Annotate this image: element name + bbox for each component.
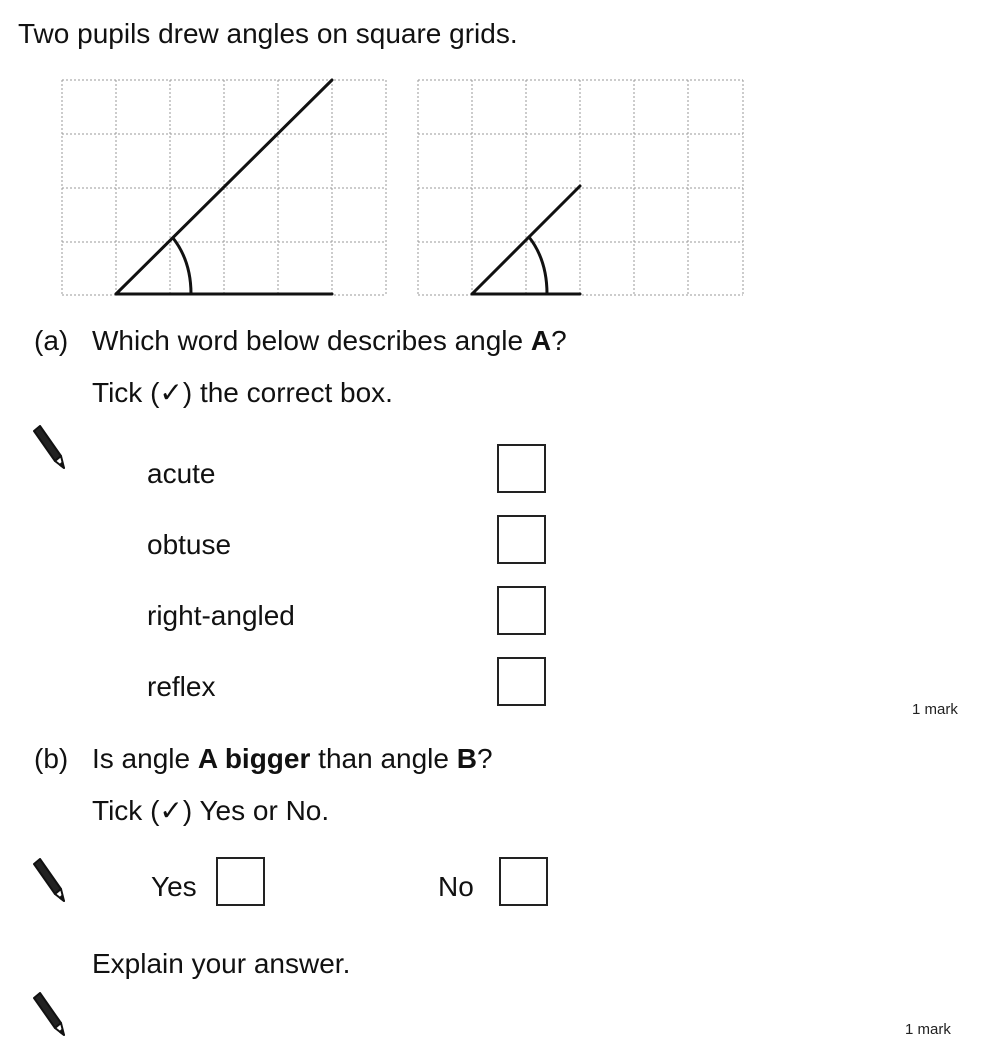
option-acute-label: acute	[147, 458, 216, 489]
part-b-label: (b)	[34, 743, 69, 774]
intro-text: Two pupils drew angles on square grids.	[18, 18, 518, 49]
no-label: No	[438, 871, 474, 902]
part-b-instruction: Tick (✓) Yes or No.	[92, 795, 330, 826]
no-checkbox[interactable]	[499, 857, 548, 906]
angle-b-grid	[416, 78, 746, 298]
pencil-icon	[30, 858, 72, 904]
part-a-label: (a)	[34, 325, 69, 356]
option-right-angled-checkbox[interactable]	[497, 586, 546, 635]
part-a-mark: 1 mark	[912, 701, 958, 718]
part-b-question: Is angle A bigger than angle B?	[92, 743, 493, 774]
option-acute-checkbox[interactable]	[497, 444, 546, 493]
part-b-mark: 1 mark	[905, 1021, 951, 1038]
option-obtuse-label: obtuse	[147, 529, 232, 560]
yes-label: Yes	[151, 871, 197, 902]
option-reflex-checkbox[interactable]	[497, 657, 546, 706]
angle-b-arc	[529, 237, 547, 294]
angle-a-grid	[60, 78, 388, 298]
pencil-icon	[30, 425, 72, 471]
option-right-angled-label: right-angled	[147, 600, 295, 631]
explain-prompt: Explain your answer.	[92, 948, 351, 979]
yes-checkbox[interactable]	[216, 857, 265, 906]
part-a-instruction: Tick (✓) the correct box.	[92, 377, 393, 408]
angle-a-arc	[173, 238, 191, 294]
pencil-icon	[30, 992, 72, 1038]
option-reflex-label: reflex	[147, 671, 216, 702]
part-a-question: Which word below describes angle A?	[92, 325, 567, 356]
option-obtuse-checkbox[interactable]	[497, 515, 546, 564]
